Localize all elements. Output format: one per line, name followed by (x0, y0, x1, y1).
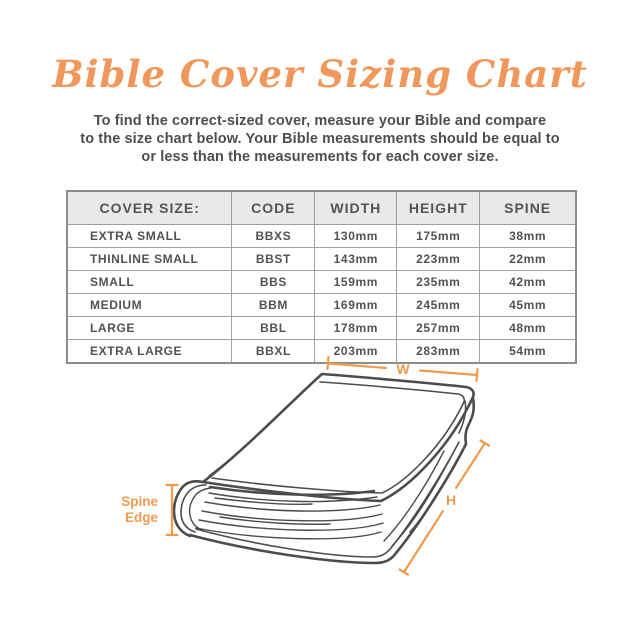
cover-size-cell: MEDIUM (67, 294, 232, 317)
table-header-row (67, 191, 576, 225)
height-dimension-label: H (445, 492, 457, 508)
width-dimension-line (420, 371, 477, 376)
spine-edge-dimension (121, 485, 177, 535)
height-cell: 283mm (397, 340, 480, 364)
sizing-table (66, 190, 577, 364)
width-dimension-line (329, 364, 386, 369)
code-cell: BBXL (232, 340, 315, 364)
spine-edge-label: Spine (121, 494, 158, 509)
cover-size-cell: EXTRA LARGE (67, 340, 232, 364)
width-cell: 203mm (315, 340, 397, 364)
page-streak (205, 502, 380, 511)
table-row (67, 225, 576, 248)
column-header-spine: SPINE (480, 191, 576, 225)
height-dimension-line (456, 443, 485, 488)
column-header-code: CODE (232, 191, 315, 225)
intro-line: to the size chart below. Your Bible measurements should be equal to (80, 131, 560, 147)
cover-size-cell: EXTRA SMALL (67, 225, 232, 248)
code-cell: BBS (232, 271, 315, 294)
height-cell: 257mm (397, 317, 480, 340)
page-streak (202, 511, 382, 521)
code-cell: BBST (232, 248, 315, 271)
height-cell: 223mm (397, 248, 480, 271)
column-header-cover-size: COVER SIZE: (67, 191, 232, 225)
height-cell: 235mm (397, 271, 480, 294)
code-cell: BBM (232, 294, 315, 317)
code-cell: BBXS (232, 225, 315, 248)
book-diagram (0, 352, 640, 618)
spine-cell: 38mm (480, 225, 576, 248)
width-cell: 159mm (315, 271, 397, 294)
spine-cell: 54mm (480, 340, 576, 364)
intro-line: or less than the measurements for each cover size. (141, 149, 499, 165)
cover-size-cell: SMALL (67, 271, 232, 294)
intro-text (0, 112, 640, 166)
height-dimension-tick-bottom (400, 570, 409, 575)
table-row (67, 294, 576, 317)
width-dimension-tick-right (477, 369, 478, 381)
spine-cell: 45mm (480, 294, 576, 317)
width-cell: 143mm (315, 248, 397, 271)
cover-size-cell: THINLINE SMALL (67, 248, 232, 271)
cover-size-cell: LARGE (67, 317, 232, 340)
spine-edge-label: Edge (124, 510, 158, 525)
code-cell: BBL (232, 317, 315, 340)
width-cell: 178mm (315, 317, 397, 340)
width-cell: 130mm (315, 225, 397, 248)
page-title: Bible Cover Sizing Chart (52, 52, 588, 96)
spine-cell: 48mm (480, 317, 576, 340)
width-cell: 169mm (315, 294, 397, 317)
column-header-width: WIDTH (315, 191, 397, 225)
height-cell: 175mm (397, 225, 480, 248)
height-cell: 245mm (397, 294, 480, 317)
width-dimension-label: W (396, 361, 410, 377)
page-streak (199, 520, 383, 530)
column-header-height: HEIGHT (397, 191, 480, 225)
book-spine-curve-inner (181, 485, 206, 532)
table-row (67, 248, 576, 271)
table-row (67, 317, 576, 340)
intro-line: To find the correct-sized cover, measure your Bible and compare (93, 113, 547, 129)
table-row (67, 271, 576, 294)
spine-cell: 42mm (480, 271, 576, 294)
book-spine-curve-inner2 (190, 488, 211, 530)
spine-cell: 22mm (480, 248, 576, 271)
height-dimension-line (404, 511, 443, 572)
